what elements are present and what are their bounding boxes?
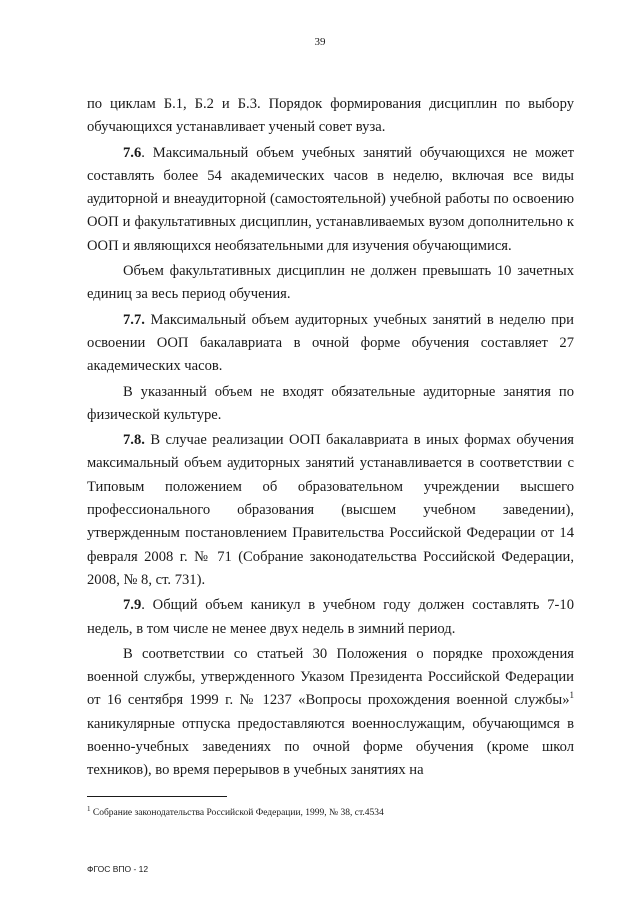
footnote-text: Собрание законодательства Российской Федерации, 1999, № 38, ст.4534 xyxy=(90,808,384,818)
paragraph-text: В указанный объем не входят обязательные аудиторные занятия по физической культуре. xyxy=(87,383,574,423)
footnote-divider xyxy=(87,796,227,797)
paragraph-text: каникулярные отпуска предоставляются военнослужащим, обучающимся в военно-учебных заведениях по очной форме обучения (кроме школ техников), во время перерывов в учебных занятиях на xyxy=(87,715,574,779)
section-number: 7.8. xyxy=(123,432,145,449)
section-number: 7.7. xyxy=(123,311,145,328)
footnote-mark: 1 xyxy=(87,804,91,813)
footnote xyxy=(87,804,577,819)
section-number: 7.6 xyxy=(123,144,142,161)
footnote-reference: 1 xyxy=(569,690,574,701)
paragraph xyxy=(87,309,574,379)
page-number: 39 xyxy=(314,36,326,48)
section-number: 7.9 xyxy=(123,597,142,614)
paragraph xyxy=(87,260,574,307)
paragraph-text: Максимальный объем аудиторных учебных занятий в неделю при освоении ООП бакалавриата в очной форме обучения составляет 27 академических часов. xyxy=(87,311,574,375)
footer-label: ФГОС ВПО - 12 xyxy=(87,864,149,874)
paragraph xyxy=(87,93,574,140)
paragraph xyxy=(87,594,574,641)
paragraph xyxy=(87,142,574,258)
paragraph-text: В случае реализации ООП бакалавриата в иных формах обучения максимальный объем аудиторных занятий устанавливается в соответствии с Типовым положением об образовательном учреждении высшего профессионального образования (высшем учебном заведении), утвержденным постановлением Правительства Российской Федерации от 14 февраля 2008 г. № 71 (Собрание законодательства Российской Федерации, 2008, № 8, ст. 731). xyxy=(87,432,574,588)
paragraph xyxy=(87,381,574,428)
paragraph-text: по циклам Б.1, Б.2 и Б.3. Порядок формирования дисциплин по выбору обучающихся устанавливает ученый совет вуза. xyxy=(87,96,574,136)
paragraph-text: . Максимальный объем учебных занятий обучающихся не может составлять более 54 академических часов в неделю, включая все виды аудиторной и внеаудиторной (самостоятельной) учебной работы по освоению ООП и факультативных дисциплин, устанавливаемых вузом дополнительно к ООП и являющихся необязательными для изучения обучающимися. xyxy=(87,144,574,254)
paragraph-text: В соответствии со статьей 30 Положения о порядке прохождения военной службы, утвержденного Указом Президента Российской Федерации от 16 сентября 1999 г. № 1237 «Вопросы прохождения военной службы» xyxy=(87,645,574,709)
paragraph xyxy=(87,429,574,592)
document-body xyxy=(87,93,574,785)
paragraph-text: Объем факультативных дисциплин не должен превышать 10 зачетных единиц за весь период обучения. xyxy=(87,263,574,303)
paragraph xyxy=(87,643,574,783)
paragraph-text: . Общий объем каникул в учебном году должен составлять 7-10 недель, в том числе не менее двух недель в зимний период. xyxy=(87,597,574,637)
